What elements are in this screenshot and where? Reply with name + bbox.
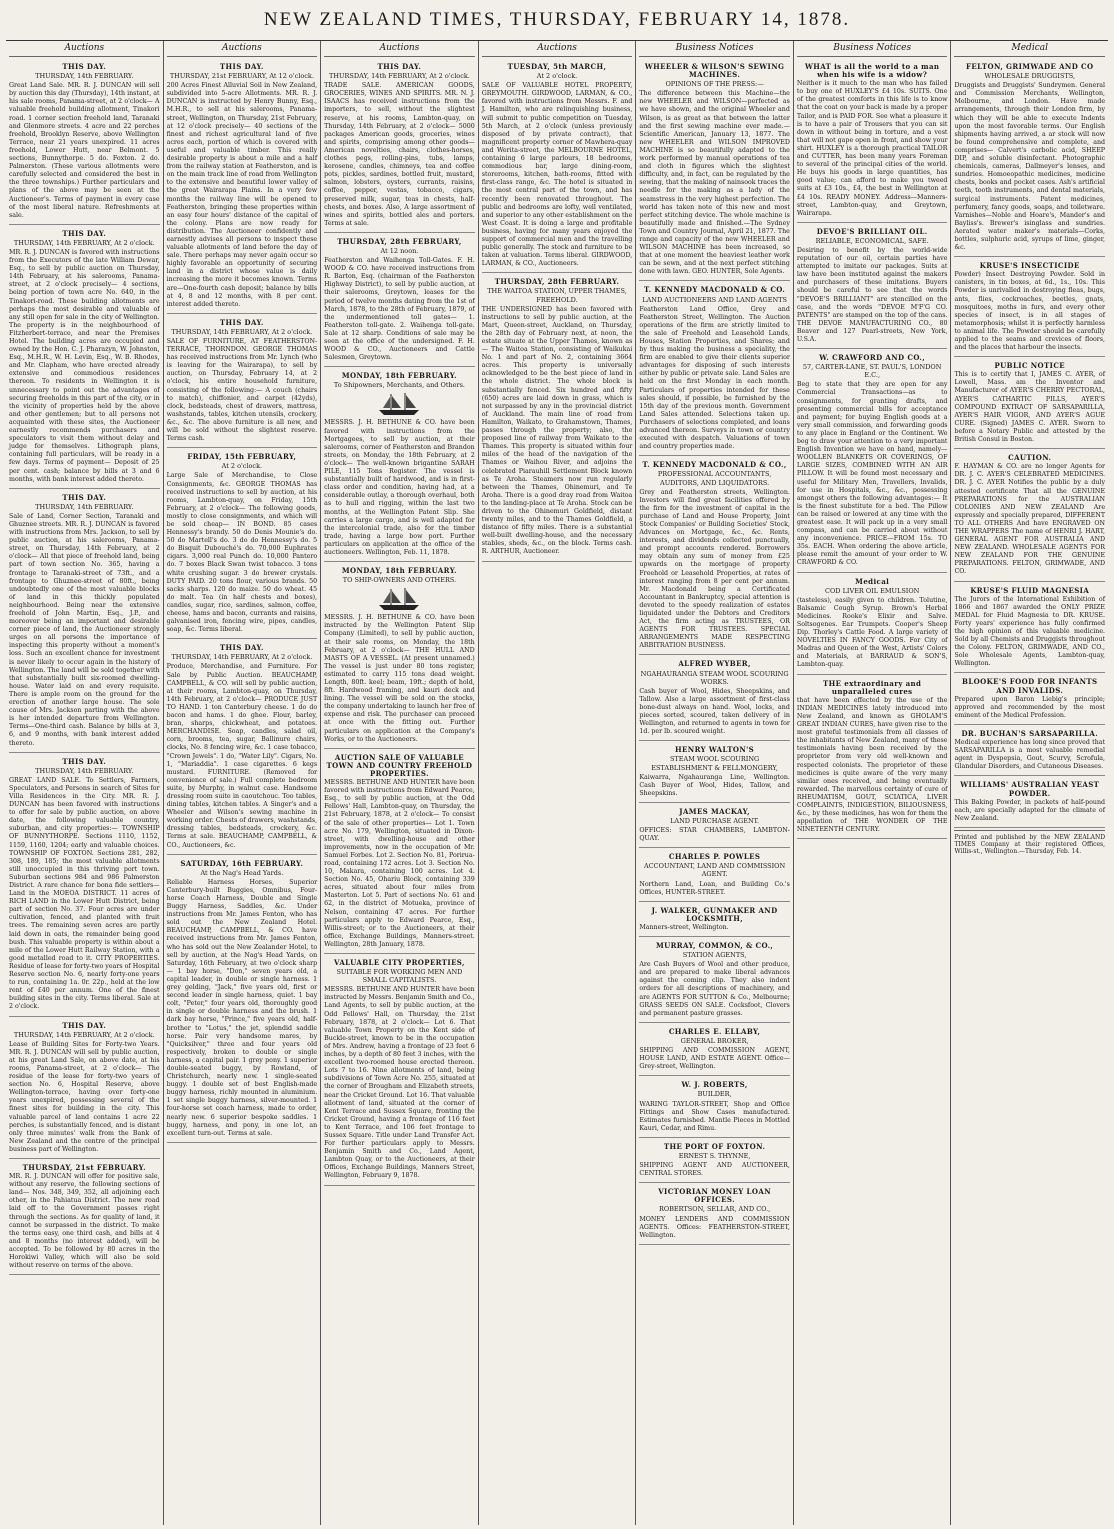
ad-body: 200 Acres Finest Alluvial Soil in New Zealand, subdivided into 5-acre Allotments. MR. R. J. DUNCAN is instructed by Henry Bunny, Esq., M.H.R., to sell at his salerooms, Panama-street, Wellington, on Thursday, 21st February, at 12 o'clock precisely— 40 sections of the finest and richest agricultural land of five acres each, portion of which is covered with useful and valuable timber. This really desirable property is about a mile and a half from the railway station at Featherston, and is on the main track line of road from Wellington to the extensive and beautiful lower valley of the great Wairarapa Plains. In a very few months the railway line will be opened to Featherston, bringing these properties within an easy four hours' distance of the capital of the colony. Plans are now ready for distribution. The Auctioneer confidently and earnestly advises all persons to inspect these valuable allotments of land before the day of sale. There perhaps may never again occur so highly favorable an opportunity of securing land in a district whose value is daily increasing the more it becomes known. Terms are—One-fourth cash deposit; balance by bills at 4, 8 and 12 months, with 8 per cent. interest added thereto. [166, 82, 318, 308]
ad-subheading: STATION AGENTS, [682, 951, 747, 960]
ad-heading: MURRAY, COMMON, & CO., [655, 941, 774, 950]
advertisement [639, 1025, 790, 1076]
ad-subheading: THURSDAY, 21st FEBRUARY, At 12 o'clock. [169, 72, 314, 81]
column-6 [794, 41, 952, 1525]
ad-subheading: WHOLESALE DRUGGISTS, [984, 72, 1076, 81]
ad-heading: WHAT is all the world to a man when his wife is a widow? [804, 62, 940, 80]
ad-subheading: STEAM WOOL SCOURING ESTABLISHMENT & FELLMONGERY, [651, 755, 778, 772]
advertisement [167, 857, 318, 1143]
ad-body: Powder) Insect Destroying Powder. Sold in canisters, in tin boxes, at 6d., 1s., 10s. This Powder is unrivalled in destroying fleas, bugs, ants, flies, cockroaches, beetles, gnats, mosquitoes, moths in furs, and every other species of insect, is in all stages of metamorphosis; whilst it is perfectly harmless to animal life. The Powder should be carefully applied to the seams and crevices of floors, and the places that harbour the insects. [954, 271, 1106, 352]
ad-heading: MONDAY, 18th FEBRUARY. [341, 566, 458, 576]
ad-subheading: LAND PURCHASE AGENT. [670, 816, 760, 825]
ad-heading: THIS DAY. [62, 228, 107, 238]
ad-heading: FRIDAY, 15th FEBRUARY, [187, 452, 297, 462]
ad-heading: THURSDAY, 28th FEBRUARY, [337, 236, 462, 246]
advertisement [324, 956, 475, 1186]
ad-body: SHIPPING AGENT AND AUCTIONEER, CENTRAL STORES. [639, 1162, 790, 1178]
advertisement [9, 491, 160, 753]
ad-heading: W. J. ROBERTS, [681, 1080, 748, 1090]
ad-subheading: THURSDAY, 14th FEBRUARY. [35, 72, 134, 81]
ad-heading: VALUABLE CITY PROPERTIES, [334, 958, 465, 967]
ad-heading: DEVOE'S BRILLIANT OIL. [816, 226, 928, 236]
advertisement [482, 275, 633, 561]
ad-heading: VICTORIAN MONEY LOAN OFFICES. [658, 1187, 771, 1205]
ad-body: SALE OF FURNITURE, AT FEATHERSTON-TERRACE, THORNDON. GEORGE THOMAS has received instructions from Mr. Lynch (who is leaving for the Wairarapa), to sell by auction, on Thursday, February 14, at 2 o'clock, his entire household furniture, consisting of the following:— A couch (chairs to match), chiffonier, and carpet (42yds), clock, bedsteads, chest of drawers, mattress, washstands, tables, kitchen utensils, crockery, &c., &c. The above furniture is all new, and will be sold without the slightest reserve. Terms cash. [166, 338, 318, 443]
advertisement [167, 641, 318, 854]
ad-heading: THIS DAY. [62, 756, 107, 766]
ad-body: THE UNDERSIGNED has been favored with instructions to sell by public auction, at the Mart, Queen-street, Auckland, on Thursday, the 28th day of February next, at noon, the estate situate at the Upper Thames, known as— The Waitoa Station, consisting of Waikukai No. 1 and part of No. 2, containing 3664 acres. This property is universally acknowledged to be the best piece of land in the whole district. The whole block is substantially fenced. Six hundred and fifty (650) acres are laid down in grass, which is not surpassed by any in the provincial district of Auckland. The main line of road from Hamilton, Waikato, to Grahamstown, Thames, passes through the property; also, the proposed line of railway from Waikato to the Thames. This property is situated within four miles of the head of the navigation of the Thames or Waihou River, and adjoins the celebrated Piarauhill Settlement Block known as Te Aroha. Steamers now run regularly between the Thames, Ohinemuri, and Te Aroha. There is a good dray road from Waitoa to the landing-place at Te Aroha. Stock can be driven to the Ohinemuri Goldfield, distant twenty miles, and to the Thames Goldfield, a distance of fifty miles. There is a substantial well-built dwelling-house, and the necessary stables, sheds, &c., on the block. Terms cash. R. ARTHUR, Auctioneer. [481, 305, 633, 556]
ad-subheading: THURSDAY, 14th FEBRUARY. [35, 766, 134, 775]
ad-body: GREAT LAND SALE. To Settlers, Farmers, Speculators, and Persons in search of Sites for Villa Residences in the City. MR. R. J. DUNCAN has been favored with instructions to offer for sale by public auction, on above date, the following valuable country, suburban, and city properties:— TOWNSHIP OF BUNNYTHORPE. Sections 1110, 1152, 1159, 1160, 1204; early and valuable choices. TOWNSHIP OF FOXTON. Sections 281, 282, 308, 189, 185; the most valuable allotments still unoccupied in this thriving port town. Suburban sections 984 and 986 Palmerston District. A rare chance for bona fide settlers— Land in the MOEOA DISTRICT. 11 acres of RICH LAND in the Lower Hutt District, being part of section No. 37. Four acres are under cultivation, fenced, and planted with fruit trees. The remaining seven acres are partly laid down in oats, the remainder being good bush. This valuable property is within about a mile of the Lower Hutt Railway Station, with a good metalled road to it. CITY PROPERTIES. Residue of lease for forty-two years of Hospital Reserve section No. 6, nearly forty-one years to run, containing 1a. 0r. 22p., held at the low rent of £40 per annum. One of the finest building sites in the city. Terms liberal. Sale at 2 o'clock. [9, 776, 160, 1011]
ad-body: that have been effected by the use of the INDIAN MEDICINES lately introduced into New Zealand, and known as GHOLAM'S GREAT INDIAN CURES, have given rise to the most grateful testimonials from all classes of the inhabitants of New Zealand, many of these testimonials having been received by the proprietor from very old well-known and respected colonists. The proprietor of these medicines is quite aware of the very many similar ones received, and being eventually rewarded. The marvellous certainty of cure of RHEUMATISM, GOUT, SCIATICA, LIVER COMPLAINTS, INDIGESTION, BILIOUSNESS, &c., by these medicines, has won for them the appellation of THE WONDER OF THE NINETEENTH CENTURY. [796, 696, 948, 834]
ad-subheading: At 12 noon. [380, 246, 419, 255]
advertisement [482, 60, 633, 273]
ad-heading: THE PORT OF FOXTON. [663, 1141, 766, 1151]
ad-subheading: THURSDAY, 14th FEBRUARY, At 2 o'clock. [329, 72, 470, 81]
ad-subheading: ERNEST S. THYNNE, [678, 1151, 751, 1160]
advertisement [324, 369, 475, 562]
ad-heading: CHARLES P. POWLES [668, 852, 761, 862]
ad-body: Neither is it much to the man who has failed to buy one of HUXLEY'S £4 10s. SUITS. One of the greatest comforts in this life is to know that the coat on your back is made by a proper Tailor, and is PAID FOR. See what a pleasure it is to have a pair of Trousers that you can sit down in without being in torture, and a vest that will not gape open in front, and show your shirt. HUXLEY is a thorough practical TAILOR and CUTTER, has been many years Foreman to several of the principal cities of the world. He buys his goods in large quantities, has good value; can afford to make you tweed suits at £3 10s., £4, the best in Wellington at £4 10s. READY MONEY. Address—Manners-street, Lambton-quay, and Greytown, Wairarapa. [796, 80, 948, 217]
imprint-footer: Printed and published by the NEW ZEALAND TIMES Company at their registered Offices, Willis-st., Wellington.—Thursday, Feb. 14. [954, 830, 1105, 855]
ad-body: OFFICES: STAR CHAMBERS, LAMBTON-QUAY. [639, 827, 790, 843]
ad-heading: TUESDAY, 5th MARCH, [507, 62, 607, 71]
ad-subheading: LAND AUCTIONEERS AND LAND AGENTS [642, 295, 787, 304]
ad-heading: T. KENNEDY MACDONALD & CO. [643, 285, 786, 295]
ad-body: SHIPPING AND COMMISSION AGENT, HOUSE LAND, AND ESTATE AGENT. Office—Grey-street, Wellington. [639, 1047, 790, 1071]
ad-subheading: RELIABLE, ECONOMICAL, SAFE. [815, 236, 929, 245]
ad-body: Lease of Building Sites for Forty-two Years. MR. R. J. DUNCAN will sell by public auction, at his great Land Sale, on above date, at his rooms, Panama-street, at 2 o'clock— The residue of the lease for forty-two years of section No. 6, Hospital Reserve, above Wellington-terrace, having over forty-one years unexpired, possessing several of the finest sites for building in the city. This valuable parcel of land contains 1 acre 22 perches, is substantially fenced, and is distant only three minutes' walk from the Bank of New Zealand and the centre of the principal business part of Wellington. [9, 1040, 160, 1153]
advertisement [954, 359, 1105, 449]
ad-subheading: 57, CARTER-LANE, ST. PAUL'S, LONDON E.C., [802, 363, 942, 380]
ad-body: Desiring to benefit by the world-wide reputation of our oil, certain parties have attempted to imitate our packages. Suits at law have been instituted against the makers and purchasers of these imitations. Buyers should be careful to see that the words "DEVOE'S BRILLIANT" are stencilled on the case, and the words "DEVOE M'F'G CO. PATENTS" are stamped on the top of the cans. THE DEVOE MANUFACTURING CO., 80 Beaver and 127 Pearl-streets, New York, U.S.A. [796, 246, 948, 343]
ad-heading: THURSDAY, 28th FEBRUARY. [494, 277, 620, 287]
ad-body: MESSRS. J. H. BETHUNE & CO. have been instructed by the Wellington Patent Slip Company (Limited), to sell by public auction, at their sale rooms, on Monday, the 18th February, at 2 o'clock— THE HULL AND MASTS OF A VESSEL. (At present unnamed.) The vessel is just under 80 tons register, estimated to carry 115 tons dead weight. Length, 80ft. keel; beam, 19ft.; depth of hold, 8ft. Hardwood framing, and kauri deck and lining. The vessel will be sold on the stocks, the company undertaking to launch her free of expense and risk. The purchaser can proceed at once with the fitting out. Further particulars on application at the Company's Works, or to the Auctioneers. [324, 614, 475, 743]
advertisement [9, 1161, 160, 1275]
ad-body: The Jurors of the International Exhibition of 1866 and 1867 awarded the ONLY PRIZE MEDAL for Fluid Magnesia to DR. KRUSE. Forty years' experience has fully confirmed the high opinion of this valuable medicine. Sold by all Chemists and Druggists throughout the Colony. FELTON, GRIMWADE, AND CO., Sole Wholesale Agents, Lambton-quay, Wellington. [954, 595, 1106, 668]
ad-heading: SATURDAY, 16th FEBRUARY. [180, 858, 304, 868]
column-4 [479, 41, 637, 1525]
ad-body: F. HAYMAN & CO. are no longer Agents for DR. J. C. AYER'S CELEBRATED MEDICINES. DR. J. C. AYER Notifies the public by a duly attested certificate That all the GENUINE PREPARATIONS for the AUSTRALIAN COLONIES AND NEW ZEALAND Are expressly and specially prepared, DIFFERENT TO ALL OTHERS And have ENGRAVED ON THE WRAPPERS The name of HENRI J. HART, GENERAL AGENT FOR AUSTRALIA AND NEW ZEALAND. WHOLESALE AGENTS FOR NEW ZEALAND FOR THE GENUINE PREPARATIONS. FELTON, GRIMWADE, AND CO. [954, 463, 1106, 576]
masthead: NEW ZEALAND TIMES, THURSDAY, FEBRUARY 14, 1878. [6, 0, 1108, 41]
ad-heading: AUCTION SALE OF VALUABLE TOWN AND COUNTRY FREEHOLD PROPERTIES. [326, 752, 473, 778]
ship-icon [375, 586, 423, 612]
advertisement [167, 60, 318, 314]
ad-heading: CAUTION. [1008, 453, 1052, 463]
advertisement [797, 575, 948, 675]
columns-container [6, 41, 1108, 1525]
ad-heading: FELTON, GRIMWADE AND CO [966, 62, 1094, 71]
ad-subheading: THURSDAY, 14th FEBRUARY, At 2 o'clock. [13, 1030, 155, 1039]
ad-body: MONEY LENDERS AND COMMISSION AGENTS. Offices: FEATHERSTON-STREET, Wellington. [639, 1215, 790, 1239]
advertisement [324, 235, 475, 367]
advertisement [9, 1019, 160, 1160]
advertisement [797, 677, 948, 840]
ad-heading: DR. BUCHAN'S SARSAPARILLA. [961, 728, 1099, 738]
advertisement [797, 60, 948, 223]
ad-body: MESSRS. J. H. BETHUNE & CO. have been favored with instructions from the Mortgagees, to sell by auction, at their salerooms, corner of Featherston and Brandon streets, on Monday, the 18th February, at 2 o'clock— The well-known brigantine SARAH PILE, 115 Tons Register. The vessel is substantially built of hardwood, and is in first-class order and condition, having had, at a considerable outlay, a thorough overhaul, both as to hull and rigging, within the last two months, at the Wellington Patent Slip. She carries a large cargo, and is well adapted for the intercolonial trade, also for the timber trade, having a large bow port. Further particulars on application at the office of the auctioneers. Wellington, Feb. 11, 1878. [324, 419, 475, 556]
ad-body: Manners-street, Wellington. [639, 923, 729, 931]
advertisement [954, 778, 1105, 827]
ad-body: Are Cash Buyers of Wool and other produce, and are prepared to make liberal advances against the coming clip. They also indent orders for all descriptions of machinery, and are AGENTS FOR SUTTON & Co., Melbourne; GRASS SEEDS ON SALE. Cocksfoot, Clovers and permanent pasture grasses. [639, 961, 790, 1017]
advertisement [797, 225, 948, 349]
ad-subheading: At 2 o'clock. [536, 72, 578, 81]
advertisement [9, 60, 160, 225]
ad-body: Medical experience has long since proved that SARSAPARILLA is a most valuable remedial agent in Dyspepsia, Gout, Scurvy, Scrofula, Glandular Disorders, and Cutaneous Diseases. [954, 739, 1106, 771]
ad-subheading: COD LIVER OIL EMULSION [824, 586, 920, 595]
ad-heading: KRUSE'S INSECTICIDE [979, 261, 1080, 271]
column-heading: Auctions [324, 41, 475, 57]
ad-subheading: TO SHIP-OWNERS AND OTHERS. [342, 576, 457, 585]
advertisement [167, 450, 318, 639]
ship-icon [375, 391, 423, 417]
ad-subheading: To Shipowners, Merchants, and Others. [333, 381, 465, 390]
ad-heading: T. KENNEDY MACDONALD & CO., [642, 460, 787, 470]
ad-body: Sale of Land, Corner Section, Taranaki and Ghuznee streets. MR. R. J. DUNCAN is favored with instructions from Mrs. Jackson, to sell by public auction, at his salerooms, Panama-street, on Thursday, 14th February, at 2 o'clock— All that piece of freehold land, being part of town section No. 365, having a frontage to Taranaki-street of 73ft., and a frontage to Ghuznee-street of 80ft., being undoubtedly one of the most valuable blocks of land in this thickly populated neighbourhood. Being near the extensive freehold of John Martin, Esq., J.P., and moreover being an important and desirable corner piece of land, the Auctioneer strongly urges on all persons the importance of inspecting this property without a moment's loss. Such an excellent chance for investment is never likely to occur again in the history of Wellington. The land will be sold together with that substantially built six-roomed dwelling-house. Water laid on and every requisite. There is ample room on the ground for the erection of another large house. The sole cause of Mrs. Jackson parting with the above is her intended departure from Wellington. Terms—One-third cash. Balance by bills at 3, 6, and 9 months, with bank interest added thereto. [9, 512, 160, 747]
advertisement [639, 60, 790, 281]
ad-body: Produce, Merchandise, and Furniture. For Sale by Public Auction. BEAUCHAMP, CAMPBELL, & CO. will sell by public auction, at their rooms, Lambton-quay, on Thursday, 14th February, at 2 o'clock— PRODUCE JUST TO HAND. 1 ton Canterbury cheese. 1 do do bacon and hams. 1 do ghee. Flour, barley, bran, sharps, chickwheat, and potatoes. MERCHANDISE. Soap, candles, salad oil, corn, brooms, tea, sugar, Ballinure chairs, clocks, No. 8 fencing wire, &c. 1 case tobacco, "Crown Jewels". 1 do, "Water Lily". Cigars, No. 1, "Mariaddia". 1 case cigarettes. 6 kegs mustard. FURNITURE. (Removed for convenience of sale.) Full complete bedroom suite, by Murphy, in walnut case. Handsome dressing room suite in caoutchouc. Too tables, dining tables, kitchen tables. A Singer's and a Wheeler and Wilson's sewing machine in working order. Chests of drawers, washstands, dressing tables, bedsteads, crockery, &c. Terms at sale. BEAUCHAMP, CAMPBELL, & CO., Auctioneers, &c. [166, 663, 318, 849]
ad-body: Druggists and Druggists' Sundrymen. General and Commission Merchants, Wellington, Melbourne, and London. Have made arrangements, through their London firm, by which they will be able to execute Indents upon the most favorable terms. Our English shipments having arrived, a ar stock will now be found comprehensive and complete, and comprises— Calvert's carbolic acid, SHEEP DIP, and soluble disinfectant. Photographic chemicals, cameras, Dallmeyer's lenses, and sundries. Homoeopathic medicines, medicine chests, books and pocket cases. Ash's artificial teeth, tooth instruments, and dental materials, surgical instruments. Patent medicines, perfumery, fancy goods, soaps, and toiletware. Varnishes—Noble and Hoare's, Mander's and Bayliss's. Brewer's isinglass and sundries. Aerated water maker's materials—Corks, bottles, sulphuric acid, syrups of lime, ginger, &c. [954, 82, 1106, 252]
ad-body: Featherston Land Office, Grey and Featherston Street, Wellington. The Auction operations of the firm are strictly limited to the sale of Freehold and Leasehold Lands, Houses, Station Properties, and Shares; and by thus making the business a speciality, the firm are enabled to give their clients superior advantages for disposing of such interests either by public or private sale. Land Sales are held on the first Monday in each month. Particulars of properties intended for these sales should, if possible, be furnished by the 15th day of the previous month. Government Land Sales attended. Selections taken up. Purchasers of selections completed, and loans advanced thereon. Surveys in town or country executed with despatch. Valuations of town and country properties made. [639, 305, 790, 451]
ad-heading: THIS DAY. [62, 62, 107, 71]
ad-heading: Medical [855, 576, 890, 586]
advertisement [797, 351, 948, 572]
ad-body: MR. R. J. DUNCAN will offer for positive sale, without any reserve, the following sections of land— Nos. 348, 349, 352, all adjoining each other, in the Pahiatua District. The new road laid off to the Government passes right through the sections. As for quality of land, it cannot be surpassed in the district. To make the terms easy, one third cash, and bills at 4 and 8 months (no interest added), will be accepted. To be followed by 80 acres in the Horokiwi Valley, which will also be sold without reserve on terms of the above. [9, 1173, 160, 1270]
advertisement [167, 316, 318, 448]
column-heading: Auctions [9, 41, 160, 57]
column-heading: Business Notices [639, 41, 790, 57]
advertisement [639, 850, 790, 901]
ad-heading: BLOOKE'S FOOD FOR INFANTS AND INVALIDS. [962, 677, 1098, 695]
ad-body: WARING TAYLOR-STREET, Shop and Office Fittings and Show Cases manufactured. Estimates furnished. Mantle Pieces in Mottled Kauri, Cedar, and Rimu. [639, 1100, 790, 1132]
ad-heading: JAMES MACKAY, [679, 806, 750, 816]
ad-body: (tasteless), easily given to children. Tolutine, Balsamic Cough Syrup. Brown's Herbal Medicines. Rooke's Elixir and Salve. Soltsogenes. Ear Trumpets. Cooper's Sheep Dip. Thorley's Cattle Food. A large variety of NOVELTIES IN FANCY GOODS. For City of Madras and Queen of the West, Artists' Colors and Materials, at BARRAUD & SON'S, Lambton-quay. [796, 596, 948, 669]
ad-heading: THIS DAY. [219, 317, 264, 327]
ad-heading: THIS DAY. [377, 62, 422, 71]
ad-body: Featherston and Waihenga Toll-Gates. F. H. WOOD & CO. have received instructions from R. Barton, Esq. (chairman of the Featherston Highway District), to sell by public auction, at their salerooms, Greytown, leases for the period of twelve months dating from the 1st of March, 1878, to the 28th of February, 1879, of the undermentioned toll gates— 1. Featherston toll-gate. 2. Waihenga toll-gate. Sale at 12 sharp. Conditions of sale may be seen at the office of the undersigned. F. H. WOOD & CO., Auctioneers and Cattle Salesmen, Greytown. [324, 257, 475, 362]
ad-subheading: OPINIONS OF THE PRESS:— [665, 80, 764, 89]
advertisement [639, 283, 790, 456]
ad-subheading: At 2 o'clock. [221, 462, 263, 471]
ad-body: Cash buyer of Wool, Hides, Sheepskins, and Tallow. Also a large assortment of first-class bone-dust always on hand. Wool, locks, and pieces sorted, scoured, taken delivery of in Wellington, and returned to agents in town for 1d. per lb. scoured weight. [639, 687, 790, 736]
advertisement [639, 1140, 790, 1183]
advertisement [954, 259, 1105, 357]
ad-subheading: THURSDAY, 14th FEBRUARY, At 2 o'clock. [171, 653, 313, 662]
ad-heading: THIS DAY. [62, 492, 107, 502]
ad-body: Northern Land, Loan, and Building Co.'s Offices, HUNTER-STREET. [639, 880, 790, 896]
ad-body: TRADE SALE. AMERICAN GOODS, GROCERIES, WINES AND SPIRITS. MR. N. J. ISAACS has received instructions from the importers, to sell, without the slightest reserve, at his rooms, Lambton-quay, on Thursday, 14th February, at 2 o'clock— 5000 packages American goods, groceries, wines and spirits, comprising among other goods— American novelties, chairs, clothes-horses, clothes pegs, rolling-pins, tubs, lamps, kerosene, candles, chimneys, tea and coffee pots, pickles, sardines, bottled fruit, mustard, salmon, lobsters, oysters, currants, raisins, coffee, pepper, vestas, tobacco, cigars, preserved milk, sugar, teas in chests, half-chests, and boxes. Also, A large assortment of wines and spirits, bottled ales and porters. Terms at sale. [324, 82, 475, 227]
advertisement [954, 451, 1105, 581]
advertisement [639, 743, 790, 803]
advertisement [954, 584, 1105, 674]
ad-subheading: BUILDER, [697, 1090, 732, 1099]
ad-heading: CHARLES E. ELLABY, [668, 1026, 761, 1036]
ad-heading: W. CRAWFORD AND CO., [819, 353, 926, 363]
column-3 [321, 41, 479, 1525]
ad-body: Great Land Sale. MR. R. J. DUNCAN will sell by auction this day (Thursday), 14th instant, at his sale rooms, Panama-street, at 2 o'clock— A valuable freehold building allotment, Tinakori road. 1 corner section freehold land, Taranaki and Glenmore streets. 4 acre and 22 perches freehold, Brooklyn Reserve, above Wellington Terrace, near 21 years unexpired. 11 acres freehold, Lower Hutt, near Belmont. 5 sections, Bunnythorpe. 5 do. Foxton. 2 do. Palmerston. (These various allotments were carefully selected and considered the best in the three townships.) Further particulars and plans of the above may be seen at the Auctioneer's. Terms of payment in every case of the most liberal nature. Refreshments at sale. [9, 82, 160, 219]
advertisement [324, 751, 475, 954]
ad-heading: THE extraordinary and unparalleled cures [823, 678, 922, 696]
advertisement [324, 564, 475, 749]
ad-subheading: ROBERTSON, SELLAR, AND CO., [658, 1205, 771, 1214]
ad-heading: KRUSE'S FLUID MAGNESIA [970, 585, 1090, 595]
column-heading: Medical [954, 41, 1105, 57]
ad-heading: MONDAY, 18th FEBRUARY. [341, 371, 458, 381]
advertisement [9, 227, 160, 489]
ad-subheading: THURSDAY, 14th FEBRUARY, At 2 o'clock. [13, 238, 155, 247]
advertisement [954, 727, 1105, 776]
column-1 [6, 41, 164, 1525]
advertisement [639, 1078, 790, 1138]
column-heading: Auctions [167, 41, 318, 57]
advertisement [9, 755, 160, 1017]
ad-subheading: GENERAL BROKER, [680, 1036, 749, 1045]
ad-heading: HENRY WALTON'S [675, 745, 755, 755]
column-7 [951, 41, 1108, 1525]
advertisement [954, 675, 1105, 724]
ad-heading: PUBLIC NOTICE [994, 361, 1066, 371]
ad-body: Prepared upon Baron Liebig's principle; approved and recommended by the most eminent of the Medical Profession. [954, 695, 1106, 719]
ad-heading: WILLIAMS' AUSTRALIAN YEAST POWDER. [960, 780, 1100, 798]
ad-subheading: At the Nag's Head Yards. [200, 868, 284, 877]
ad-body: SALE OF VALUABLE HOTEL PROPERTY, GREYMOUTH. GIRDWOOD, LARMAN, & CO., favored with instructions from Messrs. F. and J. Hamilton, who are relinquishing business, will submit to public competition on Tuesday, 5th March, at 2 o'clock (unless previously disposed of by private contract), that magnificent property corner of Mawhera-quay and Werita-street, the MELBOURNE HOTEL, containing 6 large parlours, 18 bedrooms, commodious bar, large dining-room, storerooms, kitchen, bath-rooms, fitted with first-class range, &c. The hotel is situated in the most central part of the town, and has recently been renovated throughout. The public and bedrooms are lofty, well ventilated, and superior to any other establishment on the West Coast. It is doing a large and profitable business, having for many years enjoyed the support of commercial men and the travelling public generally. The stock and furniture to be taken at valuation. Terms liberal. GIRDWOOD, LARMAN, & CO., Auctioneers. [481, 82, 633, 268]
ad-subheading: ACCOUNTANT, LAND AND COMMISSION AGENT. [644, 862, 786, 879]
ad-body: Grey and Featherston streets, Wellington. Investors will find great facilities offered by the firm for the investment of capital in the purchase of Land and House Property, Joint Stock Companies' or Building Societies' Stock, Advances on Mortgage, &c., &c. Rents, interests, and dividends collected punctually, and prompt accounts rendered. Borrowers may obtain any sum of money from £25 upwards on the mortgage of property Freehold or Leasehold Properties, at rates of interest ranging from 8 per cent per annum. Mr. Macdonald being a Certificated Accountant in Bankruptcy, special attention is devoted to the speedy realization of estates liquidated under the Debtors and Creditors Act, the firm acting as TRUSTEES, OR AGENTS FOR TRUSTEES. SPECIAL ARRANGEMENTS MADE RESPECTING ARBITRATION BUSINESS. [639, 488, 790, 650]
column-5 [636, 41, 794, 1525]
ad-body: Large Sale of Merchandise, to Close Consignments, &c. GEORGE THOMAS has received instructions to sell by auction, at his rooms, Lambton-quay, on Friday, 15th February, at 2 o'clock— The following goods, mostly to close consignments, and which will be sold cheap— IN BOND. 85 cases Hennessy's brandy. 50 do Denis Mounie's do. 50 do Martell's do. 3 do do Hennessy's do. 5 do Bisquit Dubouché's do. 70,000 Euphrates cigars. 3,000 real Punch do. 10,000 Pantero do. 7 boxes Black Swan twist tobacco. 3 tons white crushing sugar. 3 do brewer crystals. DUTY PAID. 20 tons flour, various brands. 50 sacks sharps. 120 do maize. 50 do wheat. 45 do malt. Tea (in half chests and boxes), candles, sugar, rice, sardines, salmon, coffee, cheese, hams and bacon, currants and raisins, galvanised iron, fencing wire, pipes, candles, soap, &c. Terms liberal. [166, 472, 318, 634]
column-2 [164, 41, 322, 1525]
ad-subheading: PROFESSIONAL ACCOUNTANTS, AUDITORS, AND LIQUIDATORS. [657, 470, 772, 487]
advertisement [324, 60, 475, 233]
column-heading: Auctions [482, 41, 633, 57]
ad-body: This Baking Powder, in packets of half-pound each, are specially adapted for the climate of New Zealand. [954, 798, 1106, 822]
ad-heading: THIS DAY. [62, 1020, 107, 1030]
ad-heading: WHEELER & WILSON'S SEWING MACHINES. [644, 62, 785, 80]
ad-subheading: SUITABLE FOR WORKING MEN AND SMALL CAPITALISTS. [336, 968, 463, 985]
advertisement [639, 458, 790, 655]
advertisement [639, 939, 790, 1023]
ad-heading: J. WALKER, GUNMAKER AND LOCKSMITH, [651, 905, 778, 923]
ad-heading: ALFRED WYBER, [678, 659, 751, 669]
ad-body: The difference between this Machine—the new WHEELER and WILSON—perfected as we have shown, and the original Wheeler and Wilson, is as great as that between the latter and the first sewing machine ever made.—Scientific American, January 13, 1877. The new WHEELER and WILSON IMPROVED MACHINE is so beautifully adapted to the work performed by manual operations of tea and cloth in figures which the slightest difficulty, and, in fact, can be regulated by the sewing, that the making of nainsook traces the needle for the making as a lady of the seamstress in the very highest perfection. The world has taken note of this new and most perfect stitching device. The whole machine is beautifully made and finished.—The Sydney Town and Country Journal, April 21, 1877. The range and capacity of the new WHEELER and WILSON MACHINE has been increased, so that at one moment the heaviest leather work can be sewn, and at the next perfect stitching done with lawn. GEO. HUNTER, Sole Agents. [639, 90, 790, 276]
column-heading: Business Notices [797, 41, 948, 57]
ad-body: MESSRS. BETHUNE AND HUNTER have been instructed by Messrs. Benjamin Smith and Co., Land Agents, to sell by public auction, at the Odd Fellows' Hall, on Thursday, the 21st February, 1878, at 2 o'clock— Lot 6. That valuable Town Property on the Kent side of Buckle-street, known to be in the occupation of Mrs. Andrew, having a frontage of 23 feet 6 inches, by a depth of 80 feet 3 inches, with the excellent two-roomed house erected thereon. Lots 7 to 16. Nine allotments of land, being subdivisions of Town Acre No. 255, situated at the corner of Brougham and Elizabeth streets, near the Cricket Ground. Lot 16. That valuable allotment of land, situated at the corner of Kent Terrace and Sussex Square, fronting the Cricket Ground, having a frontage of 116 feet to Kent Terrace, and 106 feet frontage to Sussex Square. Title under Land Transfer Act. For further particulars apply to Messrs. Benjamin Smith and Co., Land Agent, Lambton Quay, or to the Auctioneers, at their Offices, Exchange Buildings, Manners Street, Wellington, February 9, 1878. [324, 986, 475, 1180]
ad-body: Kaiwarra, Ngahauranga Line, Wellington. Cash Buyer of Wool, Hides, Tallow, and Sheepskins. [639, 773, 790, 797]
advertisement [639, 1185, 790, 1245]
advertisement [639, 805, 790, 848]
ad-heading: THIS DAY. [219, 62, 264, 71]
ad-subheading: THURSDAY, 14th FEBRUARY. [35, 502, 134, 511]
ad-heading: THURSDAY, 21st FEBRUARY. [22, 1163, 146, 1172]
advertisement [639, 657, 790, 741]
ad-body: Beg to state that they are open for any Commercial Transactions—as to consignments, for granting drafts, and presenting commercial bills for acceptance and payment; for buying English goods at a very small commission, and forwarding goods to any place in England or the Continent. We beg to draw your attention to a very important English Invention we have on hand, namely— WOOLLEN BLANKETS OR COVERINGS, OF LARGE SIZES, COMBINED WITH AN AIR PILLOW. It will be found most necessary and useful for Military Men, Travellers, Invalids, for use in Hospitals, &c., &c., possessing amongst others the following advantages:— It is the finest substitute for a bed. The Pillow can be raised or lowered at any time with the greatest ease. It will pack up in a very small compass, and can be carried about without any inconvenience. PRICE—FROM 15s. TO 35s. EACH. When ordering the above article, please remit the amount of your order to W. CRAWFORD & CO. [796, 381, 948, 567]
advertisement [954, 60, 1105, 257]
ad-heading: THIS DAY. [219, 643, 264, 653]
ad-subheading: THURSDAY, 14th FEBRUARY, At 2 o'clock. [171, 327, 313, 336]
advertisement [639, 904, 790, 937]
ad-subheading: NGAHAURANGA STEAM WOOL SCOURING WORKS. [640, 669, 789, 686]
ad-body: This is to certify that I, JAMES C. AYER, of Lowell, Mass. am the Inventor and Manufacturer of AYER'S CHERRY PECTORAL, AYER'S CATHARTIC PILLS, AYER'S COMPOUND EXTRACT OF SARSAPARILLA, AYER'S HAIR VIGOR, AND AYER'S AGUE CURE. (Signed) JAMES C. AYER. Sworn to before a Notary Public and attested by the British Consul in Boston. [954, 371, 1106, 444]
ad-body: MESSRS. BETHUNE AND HUNTER have been favored with instructions from Edward Pearce, Esq., to sell by public auction, at the Odd Fellows' Hall, Lambton-quay, on Thursday, the 21st February, 1878, at 2 o'clock— To consist of the sale of other properties— Lot 1. Town acre No. 179, Wellington, situated in Dixon-street, with dwelling-house and other improvements, now in the occupation of Mr. Samuel Forbes. Lot 2. Section No. 81, Porirua-road, containing 172 acres. Lot 3. Section No. 10, Makara, containing 100 acres. Lot 4. Section No. 45, Ohariu Block, containing 339 acres, situated about four miles from Masterton. Lot 5. Part of sections No. 61 and 62, in the district of Motueka, province of Nelson, containing 47 acres. For further particulars apply to Edward Pearce, Esq., Willis-street; or to the Auctioneers, at their office, Exchange Buildings, Manners-street. Wellington, 28th January, 1878. [324, 779, 475, 948]
ad-body: Reliable Harness Horses, Superior Canterbury-built Buggies, Omnibus, Four-horse Coach Harness, Double and Single Buggy Harness, Saddles, &c. Under instructions from Mr. James Fenton, who has sold out the New Zealand Hotel. BEAUCHAMP, CAMPBELL, & CO. have received instructions from Mr. James Fenton, who has sold out the New Zealander Hotel, to sell by auction, at the Nag's Head Yards, on Saturday, 16th February, at two o'clock sharp— 1 bay horse, "Don," seven years old, a capital leader, in double or single harness. 1 grey gelding, "Jack," five years old, first or second leader in single harness, quiet. 1 bay colt, "Peter," four years old, thoroughly good in single or double harness and the brush. 1 dark bay horse, "Prince," five years old, half-brother to "Lotus," the jet, splendid saddle horse. Pair very handsome mares, by "Quicksilver," three and four years old respectively, broken to double or single harness, a capital pair. 1 grey pony. 1 superior double-seated buggy, by Rowland, of Christchurch, nearly new. 1 single-seated buggy. 1 double set of best English-made buggy harness, richly mounted in aluminium. 1 set single buggy harness, silver-mounted. 1 four-horse set coach harness, made to order, nearly new. 6 superior bespoke saddles. 1 buggy, harness, and pony, in one lot, an excellent turn-out. Terms at sale. [166, 878, 318, 1137]
ad-body: MR. R. J. DUNCAN is favored with instructions from the Executors of the late William Dewar, Esq., to sell by public auction on Thursday, 14th February, at his salerooms, Panama-street, at 2 o'clock precisely— 4 sections, being portion of town acre No. 640, in the Tinakori-road. These building allotments are perhaps the most desirable and valuable of any still open for sale in the city of Wellington. The property is in the neighbourhood of Fitzherbert-terrace, and near the Premises Hotel. The building acres are occupied and owned by the Hon. C. J. Pharazyn, W. Johnston, Esq., M.H.R., W. H. Levin, Esq., W. B. Rhodes, and Mr. Clapham, who have erected already extensive and commodious residences thereon. To residents in Wellington it is unnecessary to point out the advantages of securing freeholds in this part of the city, or in the vicinity of properties held by the above and other gentlemen; but to all persons not acquainted with these sites, the Auctioneer earnestly recommends purchasers and speculators to visit them without delay and judge for themselves. Lithograph plans, containing full particulars, will be ready in a few days. Terms of payment— Deposit of 25 per cent. cash; balance by bills at 3 and 6 months, with bank interest added thereto. [9, 248, 160, 483]
ad-subheading: THE WAITOA STATION, UPPER THAMES, FREEHOLD. [487, 287, 627, 304]
